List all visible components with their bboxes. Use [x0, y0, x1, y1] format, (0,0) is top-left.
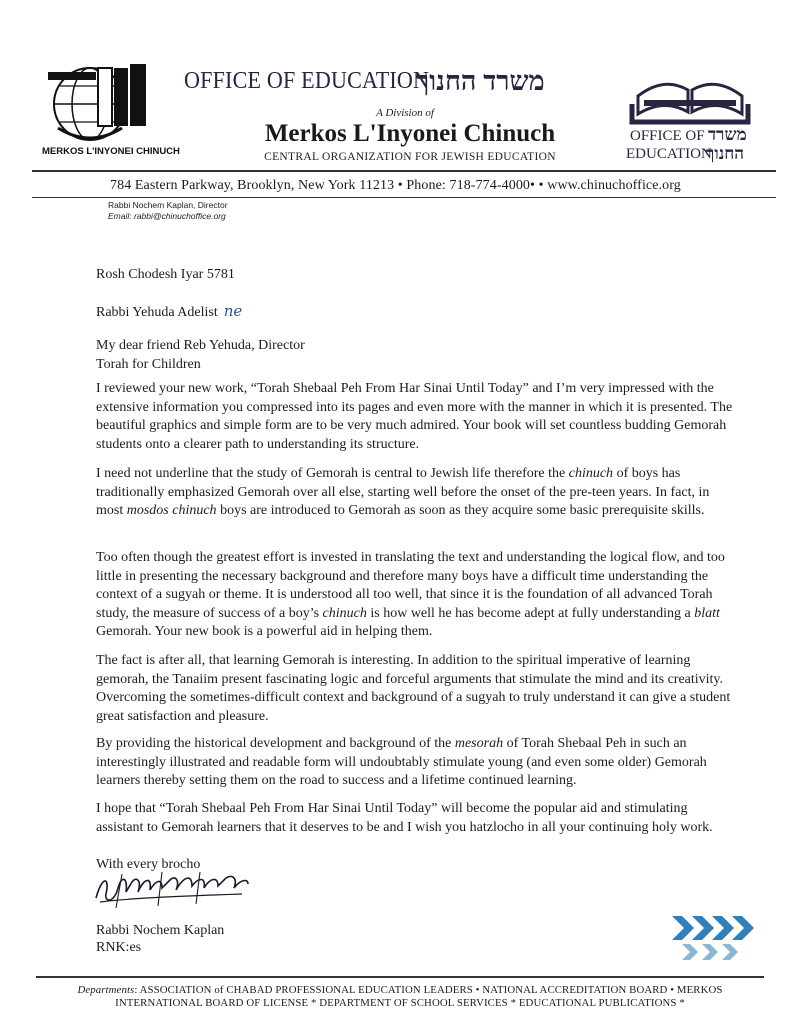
- paragraph-4: The fact is after all, that learning Gemorah is interesting. In addition to the spiritual imperative of learning gemorah, the Tanaiim present fascinating logic and forceful arguments that stimulate the mind and its creativity. Overcoming the sometimes-difficult context and background of a sugyah to truly understand it can give a student great satisfaction and pleasure.: [96, 653, 731, 724]
- p5-text-b: of Torah Shebaal Peh in such an interestingly illustrated and readable form will undoubtably stimulate young (and even some older) Gemorah learners thereby setting them on the road to success and a lifetime continued learning.: [96, 736, 707, 788]
- p3-term-blatt: blatt: [694, 605, 720, 621]
- office-title: OFFICE OF EDUCATION: [184, 68, 430, 94]
- recipient-line: [96, 302, 242, 323]
- division-line: A Division of: [376, 107, 434, 119]
- p2-text-b: of boys has traditionally emphasized Gemorah over all else, starting well before the onset of the pre-teen years. In fact, in most: [96, 466, 710, 518]
- director-name: Rabbi Nochem Kaplan, Director: [108, 200, 228, 210]
- salutation-line2: Torah for Children: [96, 356, 201, 372]
- footer-line1-text: : ASSOCIATION of CHABAD PROFESSIONAL EDUCATION LEADERS • NATIONAL ACCREDITATION BOARD • MERKOS: [134, 984, 723, 996]
- departments-footer: [20, 984, 780, 1010]
- signer-ref: RNK:es: [96, 940, 142, 955]
- p2-text-c: boys are introduced to Gemorah as soon as they acquire some basic prerequisite skills.: [216, 503, 705, 518]
- office-title-row: [184, 68, 624, 104]
- signer-block: [96, 922, 224, 956]
- p5-term-mesorah: mesorah: [454, 736, 504, 751]
- paragraph-2: [96, 465, 734, 521]
- signer-name: Rabbi Nochem Kaplan: [96, 923, 225, 938]
- p5-text-a: By providing the historical development and background of the: [96, 736, 455, 751]
- paragraph-6: I hope that “Torah Shebaal Peh From Har Sinai Until Today” will become the popular aid and stimulating assistant to Gemorah learners that it deserves to be and I wish you hatzlocho in all your continuing holy work.: [96, 801, 713, 835]
- footer-line2: INTERNATIONAL BOARD OF LICENSE * DEPARTMENT OF SCHOOL SERVICES * EDUCATIONAL PUBLICATIONS *: [115, 997, 685, 1009]
- paragraph-3: [96, 549, 734, 642]
- open-book-logo: [624, 56, 756, 166]
- handwritten-initials: ne: [223, 302, 243, 320]
- p2-term-chinuch: chinuch: [568, 466, 614, 481]
- p3-text-b: is how well he has become adept at fully understanding a: [366, 605, 695, 621]
- office-title-hebrew: משרד החנוך: [416, 66, 545, 96]
- handwritten-signature: [92, 868, 252, 910]
- right-logo-hebrew1: משרד: [708, 125, 747, 145]
- director-block: [108, 200, 228, 222]
- p3-text-c: Gemorah. Your new book is a powerful aid in helping them.: [96, 624, 433, 639]
- address-line: 784 Eastern Parkway, Brooklyn, New York 11213 • Phone: 718-774-4000• • www.chinuchoffice.org: [110, 178, 681, 193]
- p3-term-chinuch: chinuch: [322, 605, 367, 621]
- p2-text-a: I need not underline that the study of Gemorah is central to Jewish life therefore the: [96, 466, 569, 481]
- paragraph-5: [96, 735, 734, 791]
- footer-line1: [20, 984, 780, 997]
- left-logo-caption: MERKOS L'INYONEI CHINUCH: [42, 146, 180, 157]
- right-logo-line1: OFFICE OF: [630, 128, 705, 144]
- salutation-line1: My dear friend Reb Yehuda, Director: [96, 338, 305, 353]
- p3-text-a: Too often though the greatest effort is invested in translating the text and understanding the logical flow, and too little in presenting the necessary background and therefore many boys have a difficult time understanding the context of a sugyah or theme. It is understood all too well, that since it is the foundation of all advanced Torah study, the measure of success of a boy’s: [96, 550, 725, 621]
- header-rule-bottom: [32, 197, 776, 198]
- recipient-name: Rabbi Yehuda Adelist: [96, 305, 218, 320]
- chevron-stripes-logo: [668, 908, 758, 964]
- paragraph-1: I reviewed your new work, “Torah Shebaal Peh From Har Sinai Until Today” and I’m very impressed with the extensive information you compressed into its pages and even more with the manner in which it is presented. The beautiful graphics and simple form are to be very much admired. Your book will set countless budding Gemorah students onto a clearer path to understanding its structure.: [96, 381, 733, 452]
- footer-rule: [36, 976, 764, 978]
- departments-label: Departments: [77, 984, 135, 996]
- director-email: Email: rabbi@chinuchoffice.org: [108, 211, 226, 221]
- org-name: Merkos L'Inyonei Chinuch: [264, 120, 556, 147]
- letter-date: Rosh Chodesh Iyar 5781: [96, 267, 235, 282]
- right-logo-hebrew2: החנוך: [706, 144, 745, 164]
- header-rule-top: [32, 170, 776, 172]
- org-subtitle: CENTRAL ORGANIZATION FOR JEWISH EDUCATION: [264, 151, 556, 163]
- p2-term-mosdos: mosdos chinuch: [126, 503, 217, 518]
- salutation: [96, 337, 305, 374]
- right-logo-line2: EDUCATION: [626, 146, 712, 162]
- closing: With every brocho: [96, 857, 201, 872]
